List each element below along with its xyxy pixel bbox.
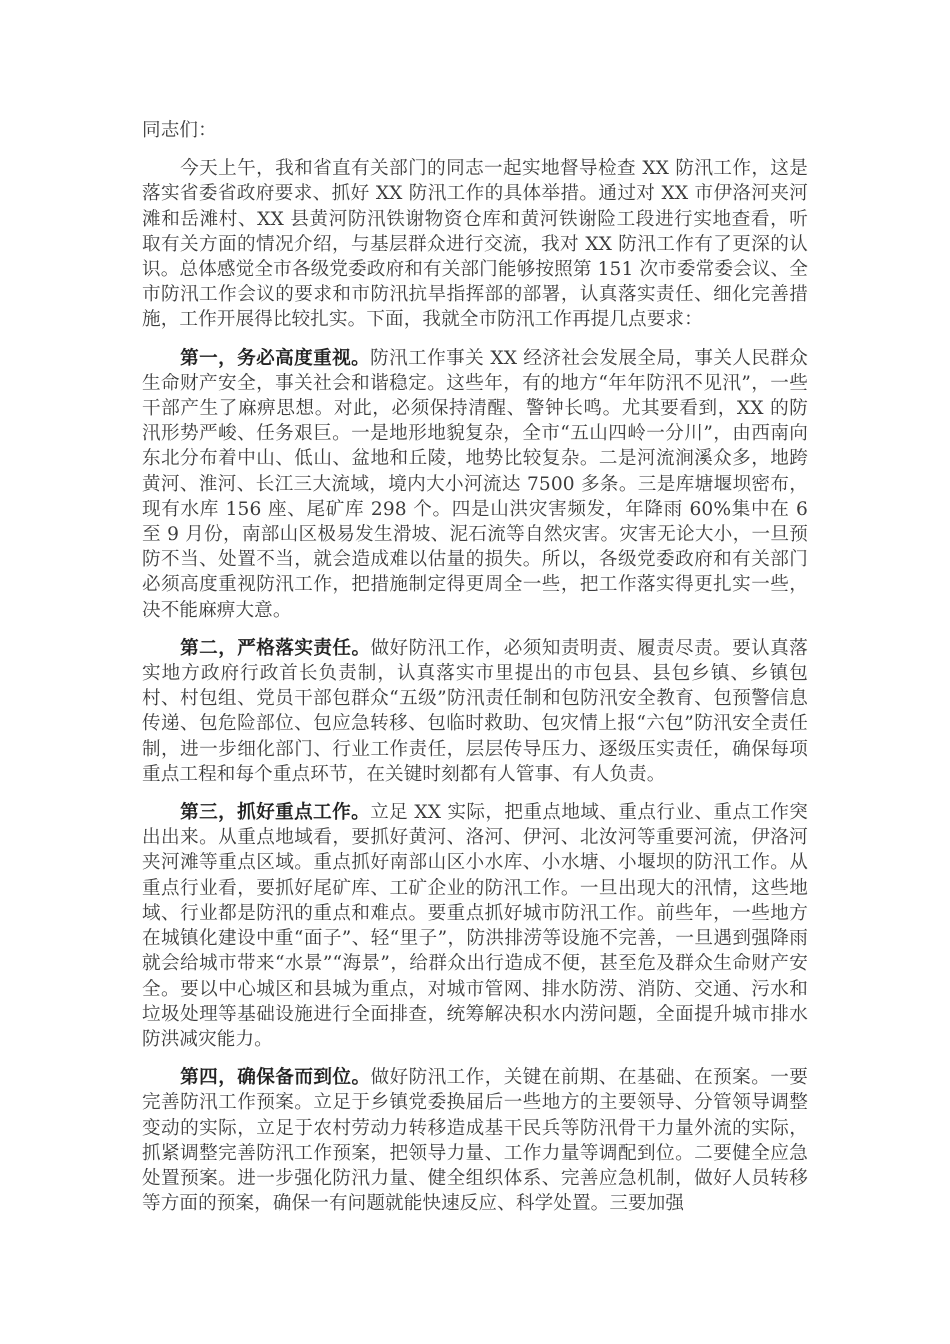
salutation-line: 同志们： — [142, 120, 217, 141]
paragraph-intro — [142, 156, 808, 332]
paragraph-point-three-text: 立足 XX 实际，把重点地域、重点行业、重点工作突出出来。从重点地域看，要抓好黄河、洛河、伊河、北汝河等重要河流，伊洛河夹河滩等重点区域。重点抓好南部山区小水库、小水塘、小堰坝的防汛工作。从重点行业看，要抓好尾矿库、工矿企业的防汛工作。一旦出现大的汛情，这些地域、行业都是防汛的重点和难点。要重点抓好城市防汛工作。前些年，一些地方在城镇化建设中重“面子”、轻“里子”，防洪排涝等设施不完善，一旦遇到强降雨就会给城市带来“水景”“海景”，给群众出行造成不便，甚至危及群众生命财产安全。要以中心城区和县城为重点，对城市管网、排水防涝、消防、交通、污水和垃圾处理等基础设施进行全面排查，统筹解决积水内涝问题，全面提升城市排水防洪减灾能力。 — [142, 802, 808, 1050]
paragraph-point-three — [142, 800, 808, 1052]
paragraph-point-two — [142, 636, 808, 787]
paragraph-point-two-lead: 第二，严格落实责任。 — [180, 637, 371, 659]
paragraph-point-three-lead: 第三，抓好重点工作。 — [180, 802, 371, 824]
document-text-body — [142, 118, 808, 1216]
paragraph-point-one-text: 防汛工作事关 XX 经济社会发展全局，事关人民群众生命财产安全，事关社会和谐稳定。这些年，有的地方“年年防汛不见汛”，一些干部产生了麻痹思想。对此，必须保持清醒、警钟长鸣。尤其要看到，XX 的防汛形势严峻、任务艰巨。一是地形地貌复杂，全市“五山四岭一分川”，由西南向东北分布着中山、低山、盆地和丘陵，地势比较复杂。二是河流涧溪众多，地跨黄河、淮河、长江三大流域，境内大小河流达 7500 多条。三是库塘堰坝密布，现有水库 156 座、尾矿库 298 个。四是山洪灾害频发，年降雨 60%集中在 6 至 9 月份，南部山区极易发生滑坡、泥石流等自然灾害。灾害无论大小，一旦预防不当、处置不当，就会造成难以估量的损失。所以，各级党委政府和有关部门必须高度重视防汛工作，把措施制定得更周全一些，把工作落实得更扎实一些，决不能麻痹大意。 — [142, 347, 808, 621]
paragraph-point-four — [142, 1065, 808, 1216]
paragraph-point-four-text: 做好防汛工作，关键在前期、在基础、在预案。一要完善防汛工作预案。立足于乡镇党委换届后一些地方的主要领导、分管领导调整变动的实际，立足于农村劳动力转移造成基干民兵等防汛骨干力量外流的实际，抓紧调整完善防汛工作预案，把领导力量、工作力量等调配到位。二要健全应急处置预案。进一步强化防汛力量、健全组织体系、完善应急机制，做好人员转移等方面的预案，确保一有问题就能快速反应、科学处置。三要加强 — [142, 1067, 808, 1215]
paragraph-point-one-lead: 第一，务必高度重视。 — [180, 347, 371, 369]
paragraph-point-four-lead: 第四，确保备而到位。 — [180, 1067, 371, 1089]
paragraph-point-two-text: 做好防汛工作，必须知责明责、履责尽责。要认真落实地方政府行政首长负责制，认真落实市里提出的市包县、县包乡镇、乡镇包村、村包组、党员干部包群众“五级”防汛责任制和包防汛安全教育、包预警信息传递、包危险部位、包应急转移、包临时救助、包灾情上报“六包”防汛安全责任制，进一步细化部门、行业工作责任，层层传导压力、逐级压实责任，确保每项重点工程和每个重点环节，在关键时刻都有人管事、有人负责。 — [142, 637, 808, 785]
paragraph-intro-text: 今天上午，我和省直有关部门的同志一起实地督导检查 XX 防汛工作，这是落实省委省政府要求、抓好 XX 防汛工作的具体举措。通过对 XX 市伊洛河夹河滩和岳滩村、XX 县黄河防汛铁谢物资仓库和黄河铁谢险工段进行实地查看，听取有关方面的情况介绍，与基层群众进行交流，我对 XX 防汛工作有了更深的认识。总体感觉全市各级党委政府和有关部门能够按照第 151 次市委常委会议、全市防汛工作会议的要求和市防汛抗旱指挥部的部署，认真落实责任、细化完善措施，工作开展得比较扎实。下面，我就全市防汛工作再提几点要求： — [142, 158, 808, 331]
paragraph-point-one — [142, 346, 808, 623]
